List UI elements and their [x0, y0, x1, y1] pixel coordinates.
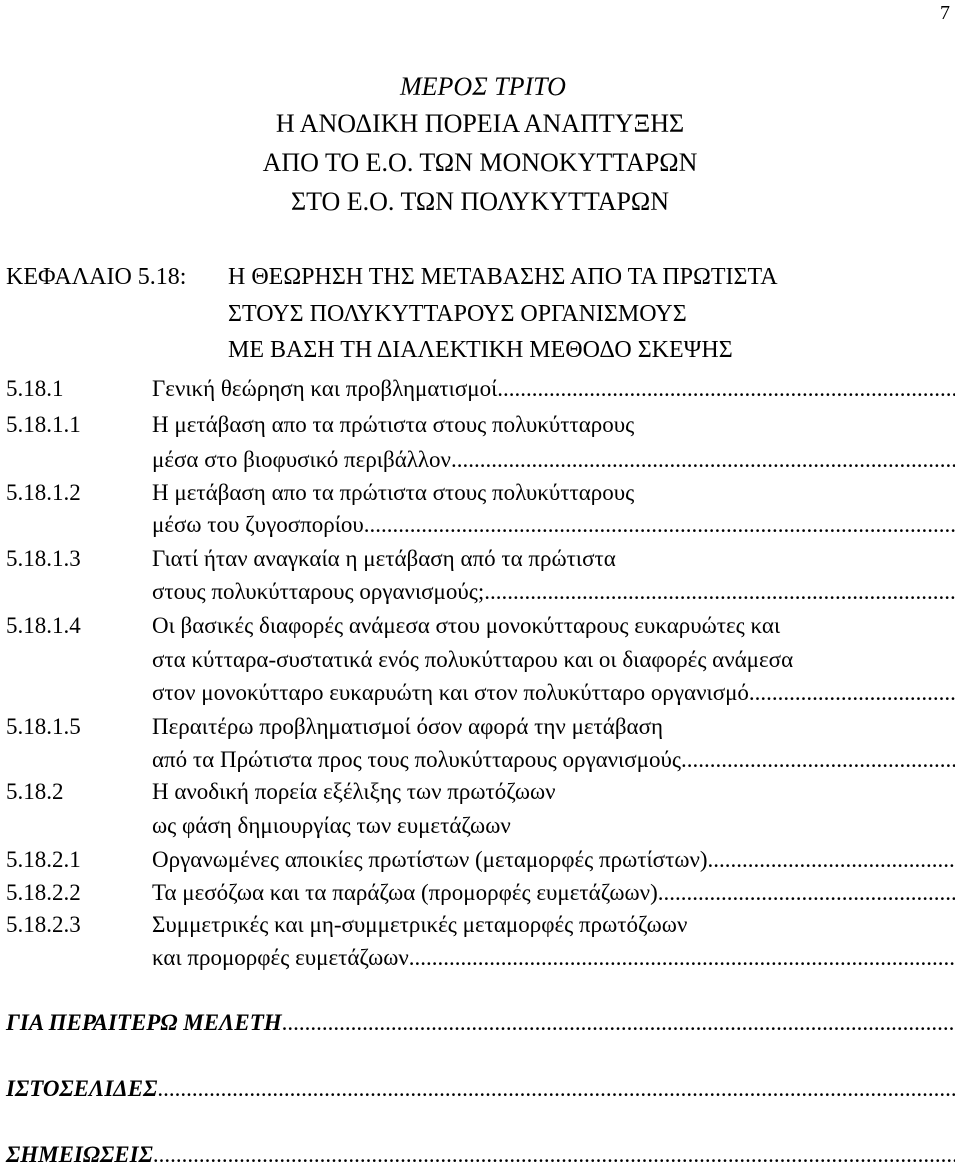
toc-entry-number: 5.18.2.3: [6, 912, 81, 937]
part-title-line: ΑΠΟ ΤΟ Ε.Ο. ΤΩΝ ΜΟΝΟΚΥΤΤΑΡΩΝ: [262, 148, 698, 177]
toc-leader-dots: [713, 848, 955, 871]
toc-entry-text: από τα Πρώτιστα προς τους πολυκύτταρους οργανισμούς.: [152, 747, 687, 772]
toc-entry-text: Η ανοδική πορεία εξέλιξης των πρωτόζωων: [152, 779, 556, 804]
chapter-title-line: ΣΤΟΥΣ ΠΟΛΥΚΥΤΤΑΡΟΥΣ ΟΡΓΑΝΙΣΜΟΥΣ: [228, 301, 687, 327]
toc-section-label: ΙΣΤΟΣΕΛΙΔΕΣ: [6, 1076, 158, 1101]
toc-section-label: ΓΙΑ ΠΕΡΑΙΤΕΡΩ ΜΕΛΕΤΗ: [6, 1010, 282, 1035]
toc-entry-text: στα κύτταρα-συστατικά ενός πολυκύτταρου και οι διαφορές ανάμεσα: [152, 647, 794, 672]
part-title-line: ΣΤΟ Ε.Ο. ΤΩΝ ΠΟΛΥΚΥΤΤΑΡΩΝ: [290, 187, 670, 216]
toc-entry-text: μέσα στο βιοφυσικό περιβάλλον.: [152, 447, 457, 472]
toc-entry-text: Οι βασικές διαφορές ανάμεσα στου μονοκύτταρους ευκαρυώτες και: [152, 613, 781, 638]
toc-entry-text: ως φάση δημιουργίας των ευμετάζωων: [152, 813, 511, 838]
toc-entry-number: 5.18.1.3: [6, 546, 81, 571]
toc-entry-text: μέσω του ζυγοσπορίου.: [152, 512, 370, 537]
toc-entry-text: Η μετάβαση απο τα πρώτιστα στους πολυκύτταρους: [152, 480, 635, 505]
chapter-label: ΚΕΦΑΛΑΙΟ 5.18:: [6, 264, 187, 290]
toc-entry-text: Γενική θεώρηση και προβληματισμοί.: [152, 376, 504, 401]
toc-entry-number: 5.18.2.1: [6, 847, 81, 872]
chapter-title-line: Η ΘΕΩΡΗΣΗ ΤΗΣ ΜΕΤΑΒΑΣΗΣ ΑΠΟ ΤΑ ΠΡΩΤΙΣΤΑ: [228, 264, 778, 290]
toc-entry-number: 5.18.2: [6, 779, 64, 804]
toc-leader-dots: [503, 377, 955, 400]
toc-leader-dots: [282, 1011, 955, 1034]
toc-leader-dots: [658, 881, 955, 904]
toc-leader-dots: [457, 448, 955, 471]
toc-entry-text: στους πολυκύτταρους οργανισμούς;: [152, 579, 485, 604]
toc-entry-text: Περαιτέρω προβληματισμοί όσον αφορά την μετάβαση: [152, 714, 664, 739]
toc-entry-text: Οργανωμένες αποικίες πρωτίστων (μεταμορφές πρωτίστων).: [152, 847, 714, 872]
toc-entry-number: 5.18.1: [6, 376, 64, 401]
toc-leader-dots: [153, 1143, 955, 1166]
toc-entry-text: Τα μεσόζωα και τα παράζωα (προμορφές ευμετάζωων): [152, 880, 658, 905]
toc-leader-dots: [484, 580, 955, 603]
toc-entry-number: 5.18.1.4: [6, 613, 81, 638]
toc-section-label: ΣΗΜΕΙΩΣΕΙΣ: [6, 1142, 153, 1167]
toc-entry-text: και προμορφές ευμετάζωων.: [152, 945, 415, 970]
page-number: 7: [940, 2, 950, 24]
toc-entry-number: 5.18.1.2: [6, 480, 81, 505]
toc-leader-dots: [370, 513, 955, 536]
toc-entry-text: Συμμετρικές και μη-συμμετρικές μεταμορφές πρωτόζωων: [152, 912, 688, 937]
toc-entry-number: 5.18.1.5: [6, 714, 81, 739]
toc-leader-dots: [415, 946, 955, 969]
toc-entry-number: 5.18.1.1: [6, 412, 81, 437]
toc-leader-dots: [755, 681, 955, 704]
toc-entry-text: Η μετάβαση απο τα πρώτιστα στους πολυκύτταρους: [152, 412, 635, 437]
chapter-title-line: ΜΕ ΒΑΣΗ ΤΗ ΔΙΑΛΕΚΤΙΚΗ ΜΕΘΟΔΟ ΣΚΕΨΗΣ: [228, 337, 733, 363]
toc-leader-dots: [687, 748, 955, 771]
toc-leader-dots: [157, 1077, 955, 1100]
part-title-line: Η ΑΝΟΔΙΚΗ ΠΟΡΕΙΑ ΑΝΑΠΤΥΞΗΣ: [275, 109, 685, 138]
toc-entry-text: Γιατί ήταν αναγκαία η μετάβαση από τα πρώτιστα: [152, 546, 616, 571]
toc-entry-text: στον μονοκύτταρο ευκαρυώτη και στον πολυκύτταρο οργανισμό.: [152, 680, 755, 705]
toc-entry-number: 5.18.2.2: [6, 880, 81, 905]
part-label: ΜΕΡΟΣ ΤΡΙΤΟ: [400, 72, 566, 101]
